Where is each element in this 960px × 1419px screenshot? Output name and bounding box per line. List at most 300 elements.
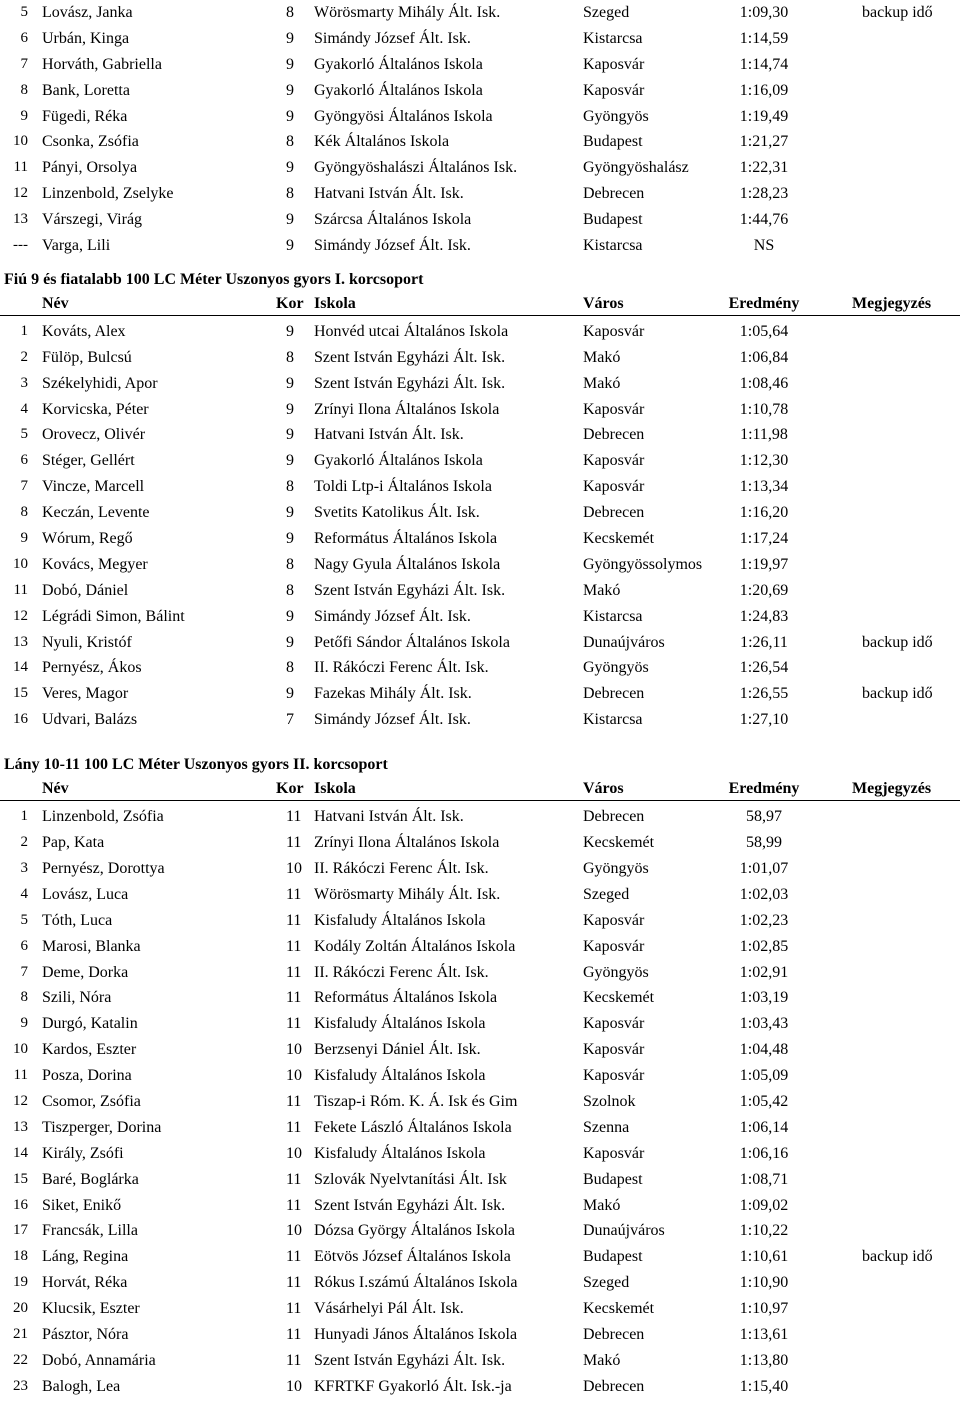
- cell-place: 2: [20, 834, 28, 851]
- cell-school: II. Rákóczi Ferenc Ált. Isk.: [314, 659, 489, 677]
- table-row: [0, 1141, 960, 1167]
- cell-age: 9: [286, 211, 294, 229]
- cell-place: 16: [13, 1196, 28, 1213]
- table-row: [0, 26, 960, 52]
- cell-result: 1:14,74: [739, 55, 789, 73]
- column-header-age: Kor: [276, 780, 304, 798]
- cell-result: 1:06,14: [739, 1118, 789, 1136]
- cell-result: 1:13,34: [739, 478, 789, 496]
- cell-school: Szlovák Nyelvtanítási Ált. Isk: [314, 1170, 507, 1188]
- cell-place: 12: [13, 185, 28, 202]
- cell-city: Szeged: [583, 1274, 630, 1292]
- cell-name: Linzenbold, Zsófia: [42, 808, 164, 826]
- cell-age: 9: [286, 29, 294, 47]
- cell-school: Kisfaludy Általános Iskola: [314, 911, 486, 929]
- cell-city: Kaposvár: [583, 81, 645, 99]
- cell-city: Szeged: [583, 4, 630, 21]
- cell-result: 1:10,78: [739, 400, 789, 418]
- cell-result: 1:26,54: [739, 659, 789, 677]
- cell-age: 11: [286, 1196, 302, 1214]
- cell-school: Honvéd utcai Általános Iskola: [314, 322, 509, 340]
- event-title: Fiú 9 és fiatalabb 100 LC Méter Uszonyos gyors I. korcsoport: [4, 270, 424, 288]
- cell-result: 1:26,55: [739, 685, 789, 703]
- cell-age: 11: [286, 885, 302, 903]
- cell-result: 1:02,85: [739, 937, 789, 955]
- cell-city: Kaposvár: [583, 400, 645, 418]
- cell-city: Kaposvár: [583, 1067, 645, 1085]
- cell-name: Posza, Dorina: [42, 1067, 132, 1085]
- cell-city: Kistarcsa: [583, 607, 643, 625]
- table-row: [0, 181, 960, 207]
- table-row: [0, 1296, 960, 1322]
- cell-note: backup idő: [862, 633, 933, 651]
- table-header: [0, 778, 960, 801]
- table-row: [0, 78, 960, 104]
- cell-place: 13: [13, 633, 28, 650]
- cell-result: 1:13,61: [739, 1325, 789, 1343]
- cell-city: Debrecen: [583, 1325, 645, 1343]
- cell-place: 18: [13, 1248, 28, 1265]
- cell-place: 15: [13, 1170, 28, 1187]
- cell-name: Siket, Enikő: [42, 1196, 122, 1214]
- table-row: [0, 422, 960, 448]
- cell-city: Gyöngyös: [583, 859, 649, 877]
- cell-school: Gyakorló Általános Iskola: [314, 452, 483, 470]
- table-row: [0, 155, 960, 181]
- cell-city: Kaposvár: [583, 1144, 645, 1162]
- cell-name: Fülöp, Bulcsú: [42, 348, 132, 366]
- table-row: [0, 1063, 960, 1089]
- cell-city: Dunaújváros: [583, 633, 665, 651]
- cell-city: Debrecen: [583, 808, 645, 826]
- cell-school: Wörösmarty Mihály Ált. Isk.: [314, 4, 501, 21]
- cell-city: Debrecen: [583, 504, 645, 522]
- cell-city: Debrecen: [583, 685, 645, 703]
- cell-result: 1:02,03: [739, 885, 789, 903]
- cell-school: Gyakorló Általános Iskola: [314, 81, 483, 99]
- cell-city: Kaposvár: [583, 937, 645, 955]
- cell-city: Kaposvár: [583, 1015, 645, 1033]
- cell-age: 9: [286, 55, 294, 73]
- cell-name: Baré, Boglárka: [42, 1170, 139, 1188]
- cell-school: Tiszap-i Róm. K. Á. Isk és Gim: [314, 1092, 518, 1110]
- cell-result: 1:05,09: [739, 1067, 789, 1085]
- cell-place: 13: [13, 211, 28, 228]
- cell-name: Lovász, Janka: [42, 4, 133, 21]
- cell-name: Székelyhidi, Apor: [42, 374, 158, 392]
- cell-name: Csomor, Zsófia: [42, 1092, 141, 1110]
- cell-school: Svetits Katolikus Ált. Isk.: [314, 504, 480, 522]
- cell-school: Szent István Egyházi Ált. Isk.: [314, 1196, 506, 1214]
- cell-name: Marosi, Blanka: [42, 937, 141, 955]
- results-section: [0, 0, 960, 259]
- cell-result: 1:17,24: [739, 530, 789, 548]
- table-row: [0, 52, 960, 78]
- cell-age: 9: [286, 426, 294, 444]
- cell-school: Rókus I.számú Általános Iskola: [314, 1274, 518, 1292]
- cell-school: Szent István Egyházi Ált. Isk.: [314, 1351, 506, 1369]
- cell-name: Dobó, Annamária: [42, 1351, 156, 1369]
- cell-place: 3: [20, 859, 28, 876]
- cell-city: Kaposvár: [583, 322, 645, 340]
- cell-city: Kaposvár: [583, 478, 645, 496]
- cell-name: Várszegi, Virág: [42, 211, 143, 229]
- cell-city: Budapest: [583, 133, 643, 151]
- cell-school: Zrínyi Ilona Általános Iskola: [314, 834, 500, 852]
- cell-name: Durgó, Katalin: [42, 1015, 138, 1033]
- cell-place: 20: [13, 1300, 28, 1317]
- cell-place: 19: [13, 1274, 28, 1291]
- cell-note: backup idő: [862, 1248, 933, 1266]
- cell-result: 1:09,30: [739, 4, 789, 21]
- cell-place: 8: [20, 81, 28, 98]
- results-section: [0, 752, 960, 1399]
- table-row: [0, 1348, 960, 1374]
- cell-city: Kecskemét: [583, 989, 655, 1007]
- cell-city: Budapest: [583, 1170, 643, 1188]
- cell-result: 1:08,46: [739, 374, 789, 392]
- cell-result: 1:05,42: [739, 1092, 789, 1110]
- cell-school: Gyakorló Általános Iskola: [314, 55, 483, 73]
- cell-age: 8: [286, 185, 294, 203]
- column-header-school: Iskola: [314, 294, 356, 312]
- column-header-note: Megjegyzés: [852, 294, 932, 312]
- table-row: [0, 1270, 960, 1296]
- cell-age: 11: [286, 1118, 302, 1136]
- cell-place: 12: [13, 607, 28, 624]
- cell-age: 10: [286, 1067, 302, 1085]
- table-row: [0, 397, 960, 423]
- cell-result: 1:19,97: [739, 555, 789, 573]
- cell-school: II. Rákóczi Ferenc Ált. Isk.: [314, 963, 489, 981]
- table-row: [0, 474, 960, 500]
- cell-name: Láng, Regina: [42, 1248, 129, 1266]
- cell-result: 1:10,22: [739, 1222, 789, 1240]
- cell-result: 1:02,91: [739, 963, 789, 981]
- cell-result: 1:03,43: [739, 1015, 789, 1033]
- cell-result: 1:22,31: [739, 159, 789, 177]
- cell-age: 8: [286, 4, 294, 21]
- cell-name: Horvát, Réka: [42, 1274, 128, 1292]
- cell-city: Makó: [583, 1196, 621, 1214]
- cell-result: 1:21,27: [739, 133, 789, 151]
- cell-city: Kaposvár: [583, 1041, 645, 1059]
- cell-name: Király, Zsófi: [42, 1144, 124, 1162]
- cell-place: 14: [13, 1144, 28, 1161]
- cell-city: Makó: [583, 374, 621, 392]
- cell-school: Vásárhelyi Pál Ált. Isk.: [314, 1300, 464, 1318]
- cell-city: Kecskemét: [583, 530, 655, 548]
- cell-city: Szenna: [583, 1118, 630, 1136]
- cell-name: Klucsik, Eszter: [42, 1300, 140, 1318]
- cell-name: Francsák, Lilla: [42, 1222, 138, 1240]
- event-title: Lány 10-11 100 LC Méter Uszonyos gyors II. korcsoport: [4, 756, 388, 774]
- cell-age: 9: [286, 159, 294, 177]
- table-row: [0, 129, 960, 155]
- cell-result: 1:01,07: [739, 859, 789, 877]
- cell-school: Gyöngyöshalászi Általános Isk.: [314, 159, 518, 177]
- table-row: [0, 1193, 960, 1219]
- table-row: [0, 233, 960, 259]
- cell-result: 1:16,09: [739, 81, 789, 99]
- cell-age: 11: [286, 911, 302, 929]
- table-row: [0, 319, 960, 345]
- cell-age: 8: [286, 581, 294, 599]
- table-row: [0, 371, 960, 397]
- cell-name: Dobó, Dániel: [42, 581, 129, 599]
- cell-name: Wórum, Regő: [42, 530, 133, 548]
- table-row: [0, 1244, 960, 1270]
- cell-result: 1:27,10: [739, 711, 789, 729]
- cell-age: 10: [286, 1144, 302, 1162]
- table-row: [0, 1115, 960, 1141]
- results-section: [0, 267, 960, 733]
- cell-city: Debrecen: [583, 1377, 645, 1395]
- column-header-result: Eredmény: [728, 780, 800, 798]
- cell-result: 58,97: [746, 808, 782, 826]
- cell-age: 9: [286, 685, 294, 703]
- table-row: [0, 882, 960, 908]
- column-header-name: Név: [42, 294, 69, 312]
- cell-place: 6: [20, 29, 28, 46]
- cell-place: 16: [13, 711, 28, 728]
- cell-place: 6: [20, 452, 28, 469]
- cell-school: Nagy Gyula Általános Iskola: [314, 555, 501, 573]
- cell-school: Szent István Egyházi Ált. Isk.: [314, 348, 506, 366]
- table-row: [0, 552, 960, 578]
- table-row: [0, 1167, 960, 1193]
- cell-city: Kecskemét: [583, 834, 655, 852]
- cell-name: Orovecz, Olivér: [42, 426, 146, 444]
- cell-place: 7: [20, 55, 28, 72]
- cell-name: Korvicska, Péter: [42, 400, 149, 418]
- cell-result: 1:44,76: [739, 211, 789, 229]
- cell-name: Kováts, Alex: [42, 322, 126, 340]
- cell-age: 11: [286, 1351, 302, 1369]
- table-row: [0, 207, 960, 233]
- cell-result: 1:10,61: [739, 1248, 789, 1266]
- cell-age: 10: [286, 1041, 302, 1059]
- cell-name: Tóth, Luca: [42, 911, 113, 929]
- table-row: [0, 604, 960, 630]
- cell-name: Csonka, Zsófia: [42, 133, 139, 151]
- cell-place: 1: [20, 808, 28, 825]
- cell-name: Balogh, Lea: [42, 1377, 121, 1395]
- cell-place: 7: [20, 963, 28, 980]
- cell-place: 11: [13, 581, 28, 598]
- cell-age: 9: [286, 633, 294, 651]
- cell-city: Makó: [583, 581, 621, 599]
- cell-city: Makó: [583, 1351, 621, 1369]
- cell-city: Gyöngyössolymos: [583, 555, 703, 573]
- cell-place: ---: [13, 237, 28, 254]
- cell-age: 11: [286, 937, 302, 955]
- cell-age: 11: [286, 989, 302, 1007]
- cell-name: Pányi, Orsolya: [42, 159, 138, 177]
- cell-place: 10: [13, 1041, 28, 1058]
- cell-city: Kaposvár: [583, 55, 645, 73]
- column-header-city: Város: [583, 294, 624, 312]
- cell-age: 9: [286, 107, 294, 125]
- cell-school: Fazekas Mihály Ált. Isk.: [314, 685, 472, 703]
- cell-place: 12: [13, 1092, 28, 1109]
- cell-name: Vincze, Marcell: [42, 478, 145, 496]
- cell-name: Nyuli, Kristóf: [42, 633, 132, 651]
- cell-school: Kék Általános Iskola: [314, 133, 450, 151]
- cell-age: 11: [286, 1325, 302, 1343]
- cell-place: 9: [20, 530, 28, 547]
- cell-age: 11: [286, 963, 302, 981]
- cell-place: 5: [20, 911, 28, 928]
- cell-name: Kovács, Megyer: [42, 555, 148, 573]
- table-row: [0, 1037, 960, 1063]
- cell-school: Hatvani István Ált. Isk.: [314, 426, 464, 444]
- table-row: [0, 500, 960, 526]
- cell-age: 8: [286, 478, 294, 496]
- cell-age: 9: [286, 504, 294, 522]
- cell-name: Kardos, Eszter: [42, 1041, 137, 1059]
- cell-age: 11: [286, 1274, 302, 1292]
- cell-place: 17: [13, 1222, 28, 1239]
- cell-school: Eötvös József Általános Iskola: [314, 1248, 511, 1266]
- cell-school: Kisfaludy Általános Iskola: [314, 1067, 486, 1085]
- cell-school: Toldi Ltp-i Általános Iskola: [314, 478, 492, 496]
- cell-place: 22: [13, 1351, 28, 1368]
- cell-name: Pásztor, Nóra: [42, 1325, 129, 1343]
- cell-age: 9: [286, 607, 294, 625]
- cell-city: Gyöngyös: [583, 963, 649, 981]
- cell-result: 1:20,69: [739, 581, 789, 599]
- cell-city: Budapest: [583, 1248, 643, 1266]
- cell-city: Debrecen: [583, 426, 645, 444]
- cell-school: Kisfaludy Általános Iskola: [314, 1144, 486, 1162]
- table-row: [0, 1089, 960, 1115]
- column-header-city: Város: [583, 780, 624, 798]
- cell-place: 10: [13, 133, 28, 150]
- cell-name: Szili, Nóra: [42, 989, 112, 1007]
- cell-age: 10: [286, 859, 302, 877]
- cell-result: 58,99: [746, 834, 782, 852]
- table-row: [0, 707, 960, 733]
- cell-place: 11: [13, 159, 28, 176]
- cell-place: 8: [20, 504, 28, 521]
- table-row: [0, 104, 960, 130]
- cell-school: Kisfaludy Általános Iskola: [314, 1015, 486, 1033]
- cell-age: 11: [286, 1170, 302, 1188]
- cell-school: Wörösmarty Mihály Ált. Isk.: [314, 885, 501, 903]
- cell-school: Szent István Egyházi Ált. Isk.: [314, 374, 506, 392]
- cell-name: Veres, Magor: [42, 685, 129, 703]
- cell-age: 9: [286, 400, 294, 418]
- table-row: [0, 1218, 960, 1244]
- cell-place: 2: [20, 348, 28, 365]
- cell-school: Simándy József Ált. Isk.: [314, 237, 471, 255]
- cell-name: Fügedi, Réka: [42, 107, 128, 125]
- cell-age: 9: [286, 374, 294, 392]
- table-row: [0, 1322, 960, 1348]
- cell-age: 11: [286, 1092, 302, 1110]
- cell-result: 1:02,23: [739, 911, 789, 929]
- cell-note: backup idő: [862, 685, 933, 703]
- cell-name: Bank, Loretta: [42, 81, 130, 99]
- cell-city: Kaposvár: [583, 452, 645, 470]
- cell-result: NS: [753, 237, 775, 255]
- cell-city: Kistarcsa: [583, 237, 643, 255]
- table-row: [0, 856, 960, 882]
- cell-result: 1:14,59: [739, 29, 789, 47]
- table-row: [0, 681, 960, 707]
- table-row: [0, 1011, 960, 1037]
- cell-place: 3: [20, 374, 28, 391]
- cell-name: Stéger, Gellért: [42, 452, 135, 470]
- cell-place: 14: [13, 659, 28, 676]
- cell-name: Keczán, Levente: [42, 504, 150, 522]
- cell-place: 15: [13, 685, 28, 702]
- cell-name: Pernyész, Dorottya: [42, 859, 165, 877]
- cell-name: Horváth, Gabriella: [42, 55, 162, 73]
- cell-school: Hunyadi János Általános Iskola: [314, 1325, 518, 1343]
- column-header-age: Kor: [276, 294, 304, 312]
- cell-place: 13: [13, 1118, 28, 1135]
- cell-place: 5: [20, 4, 28, 20]
- cell-school: Dózsa György Általános Iskola: [314, 1222, 515, 1240]
- cell-result: 1:13,80: [739, 1351, 789, 1369]
- cell-age: 9: [286, 237, 294, 255]
- cell-place: 21: [13, 1325, 28, 1342]
- cell-name: Varga, Lili: [42, 237, 111, 255]
- cell-result: 1:26,11: [740, 633, 788, 651]
- cell-school: Hatvani István Ált. Isk.: [314, 808, 464, 826]
- cell-result: 1:24,83: [739, 607, 789, 625]
- table-row: [0, 345, 960, 371]
- cell-age: 10: [286, 1222, 302, 1240]
- cell-result: 1:06,84: [739, 348, 789, 366]
- cell-result: 1:15,40: [739, 1377, 789, 1395]
- cell-city: Gyöngyöshalász: [583, 159, 689, 177]
- cell-school: Szárcsa Általános Iskola: [314, 211, 472, 229]
- table-row: [0, 0, 960, 26]
- table-row: [0, 960, 960, 986]
- cell-age: 8: [286, 133, 294, 151]
- cell-city: Debrecen: [583, 185, 645, 203]
- cell-result: 1:12,30: [739, 452, 789, 470]
- table-row: [0, 578, 960, 604]
- section-spacer: [0, 259, 960, 267]
- cell-age: 11: [286, 1248, 302, 1266]
- cell-school: Simándy József Ált. Isk.: [314, 29, 471, 47]
- cell-school: Hatvani István Ált. Isk.: [314, 185, 464, 203]
- table-header: [0, 293, 960, 316]
- cell-result: 1:10,97: [739, 1300, 789, 1318]
- table-row: [0, 1374, 960, 1400]
- cell-result: 1:11,98: [740, 426, 788, 444]
- cell-place: 4: [20, 885, 28, 902]
- cell-age: 11: [286, 834, 302, 852]
- column-header-name: Név: [42, 780, 69, 798]
- table-row: [0, 655, 960, 681]
- cell-city: Szeged: [583, 885, 630, 903]
- cell-result: 1:16,20: [739, 504, 789, 522]
- column-header-school: Iskola: [314, 780, 356, 798]
- cell-city: Kaposvár: [583, 911, 645, 929]
- cell-age: 9: [286, 530, 294, 548]
- cell-note: backup idő: [862, 4, 933, 21]
- cell-school: Fekete László Általános Iskola: [314, 1118, 512, 1136]
- cell-name: Udvari, Balázs: [42, 711, 138, 729]
- cell-school: Szent István Egyházi Ált. Isk.: [314, 581, 506, 599]
- cell-age: 11: [286, 808, 302, 826]
- cell-age: 11: [286, 1300, 302, 1318]
